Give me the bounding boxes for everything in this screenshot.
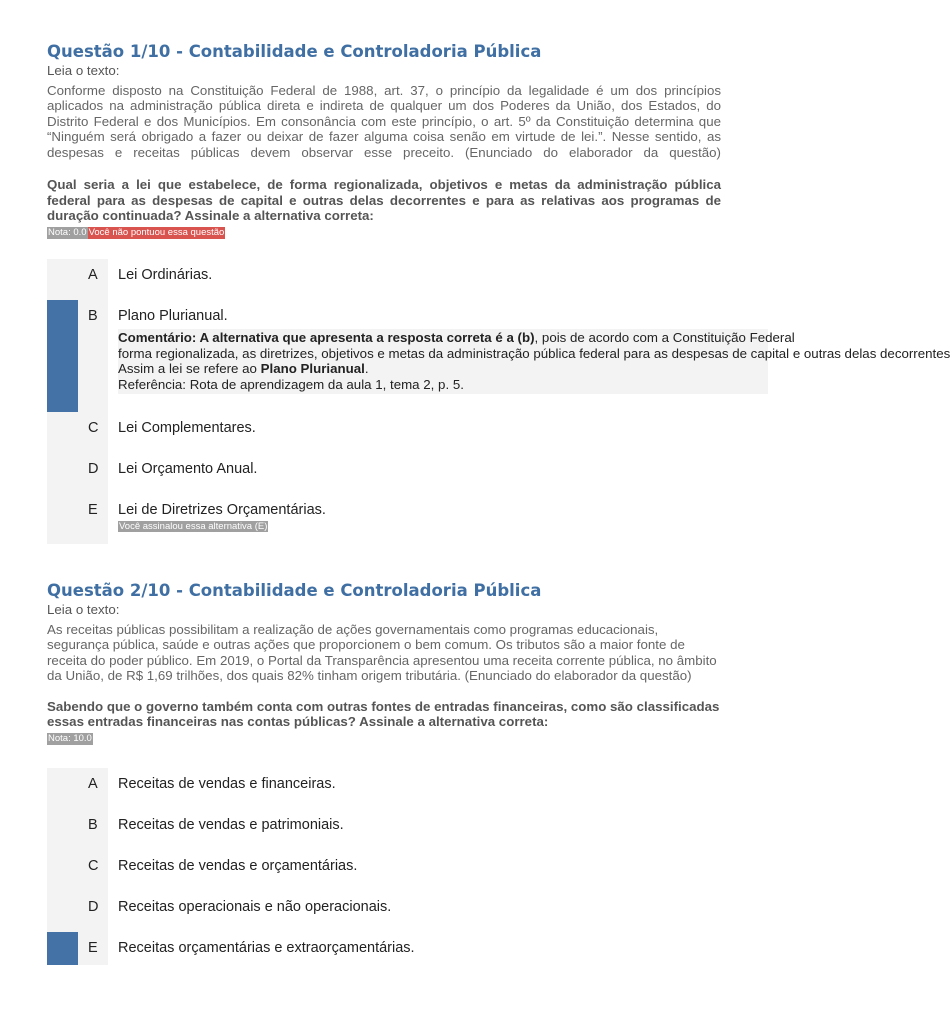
option-marker: [47, 809, 108, 850]
answer-comment: [118, 329, 950, 394]
question-2-text: As receitas públicas possibilitam a realização de ações governamentais como programas educacionais, segurança pública, saúde e outras ações que proporcionem o bem comum. Os tributos são a maior fonte de receita do poder público. Em 2019, o Portal da Transparência apresentou uma receita corrente pública, no âmbito da União, de R$ 1,69 trilhões, dos quais 82% tinham origem tributária. (Enunciado do elaborador da questão): [47, 621, 717, 683]
option-a[interactable]: [47, 259, 768, 300]
question-1-header: [47, 42, 721, 239]
option-label: Lei Complementares.: [118, 420, 256, 436]
question-2-score: [47, 733, 721, 745]
question-subject: Contabilidade e Controladoria Pública: [188, 581, 542, 600]
correct-answer-marker: [47, 300, 78, 412]
option-letter: C: [88, 420, 99, 436]
score-badge: Nota: 0.0: [48, 226, 87, 238]
comment-line-1: [118, 330, 795, 346]
option-label: Lei Orçamento Anual.: [118, 461, 258, 477]
comment-reference: Referência: Rota de aprendizagem da aula 1, tema 2, p. 5.: [118, 376, 464, 392]
option-letter: A: [88, 776, 98, 792]
option-b[interactable]: [47, 300, 950, 412]
option-e[interactable]: [47, 494, 768, 544]
option-marker: [47, 259, 108, 300]
option-letter: D: [88, 461, 99, 477]
status-badge: Você não pontuou essa questão: [88, 226, 225, 238]
option-e[interactable]: [47, 932, 768, 965]
option-label: Receitas de vendas e orçamentárias.: [118, 858, 358, 874]
option-c[interactable]: [47, 850, 768, 891]
option-label: Receitas operacionais e não operacionais.: [118, 899, 392, 915]
option-label: Lei Ordinárias.: [118, 267, 213, 283]
comment-line-3: [118, 361, 768, 377]
option-letter: E: [88, 502, 98, 518]
lead-text: Leia o texto:: [47, 63, 120, 78]
question-number: Questão 2/10: [47, 581, 171, 600]
comment-intro: Comentário: A alternativa que apresenta a resposta correta é a (b): [118, 330, 535, 345]
comment-text: .: [364, 361, 369, 376]
option-label: Lei de Diretrizes Orçamentárias.: [118, 502, 326, 518]
question-2-prompt: Sabendo que o governo também conta com outras fontes de entradas financeiras, como são classificadas essas entradas financeiras nas contas públicas? Assinale a alternativa correta:: [47, 698, 720, 729]
question-subject: Contabilidade e Controladoria Pública: [188, 42, 542, 61]
question-1-prompt: Qual seria a lei que estabelece, de forma regionalizada, objetivos e metas da administração pública federal para as despesas de capital e outras delas decorrentes e para as relativas aos programas de duração continuada? Assinale a alternativa correta:: [47, 177, 721, 223]
option-d[interactable]: [47, 453, 768, 494]
option-letter: C: [88, 858, 99, 874]
title-separator: -: [170, 581, 189, 600]
question-1-title: [47, 42, 721, 62]
question-1-score: [47, 227, 721, 239]
option-marker: [47, 891, 108, 932]
option-letter: E: [88, 940, 98, 956]
correct-answer-marker: [47, 932, 78, 965]
option-label: Receitas de vendas e financeiras.: [118, 776, 336, 792]
option-b[interactable]: [47, 809, 768, 850]
option-label: Plano Plurianual.: [118, 308, 228, 324]
comment-highlight: Plano Plurianual: [260, 361, 365, 376]
comment-line-2: forma regionalizada, as diretrizes, objetivos e metas da administração pública federal para as despesas de capital e outras delas decorrentes: [118, 345, 950, 361]
option-marker: [47, 453, 108, 494]
option-marker: [47, 494, 108, 544]
option-letter: D: [88, 899, 99, 915]
selected-answer-badge: Você assinalou essa alternativa (E): [119, 521, 268, 532]
question-number: Questão 1/10: [47, 42, 171, 61]
score-badge: Nota: 10.0: [48, 732, 92, 744]
option-label: Receitas orçamentárias e extraorçamentárias.: [118, 940, 415, 956]
comment-text: , pois de acordo com a Constituição Federal: [534, 330, 795, 345]
lead-text: Leia o texto:: [47, 602, 120, 617]
question-1-text: Conforme disposto na Constituição Federal de 1988, art. 37, o princípio da legalidade é um dos princípios aplicados na administração pública direta e indireta de qualquer um dos Poderes da União, dos Estados, do Distrito Federal e dos Municípios. Em consonância com este princípio, o art. 5º da Constituição determina que “Ninguém será obrigado a fazer ou deixar de fazer alguma coisa senão em virtude de lei.”. Nesse sentido, as despesas e receitas públicas devem observar esse preceito. (Enunciado do elaborador da questão): [47, 82, 721, 160]
option-marker: [47, 850, 108, 891]
option-letter: B: [88, 308, 98, 324]
option-a[interactable]: [47, 768, 768, 809]
question-2-title: [47, 581, 721, 601]
option-marker: [47, 768, 108, 809]
question-2-header: [47, 581, 721, 745]
option-marker: [47, 412, 108, 453]
comment-text: Assim a lei se refere ao: [118, 361, 261, 376]
option-letter: A: [88, 267, 98, 283]
option-letter: B: [88, 817, 98, 833]
option-label: Receitas de vendas e patrimoniais.: [118, 817, 344, 833]
title-separator: -: [170, 42, 189, 61]
option-c[interactable]: [47, 412, 768, 453]
option-d[interactable]: [47, 891, 768, 932]
